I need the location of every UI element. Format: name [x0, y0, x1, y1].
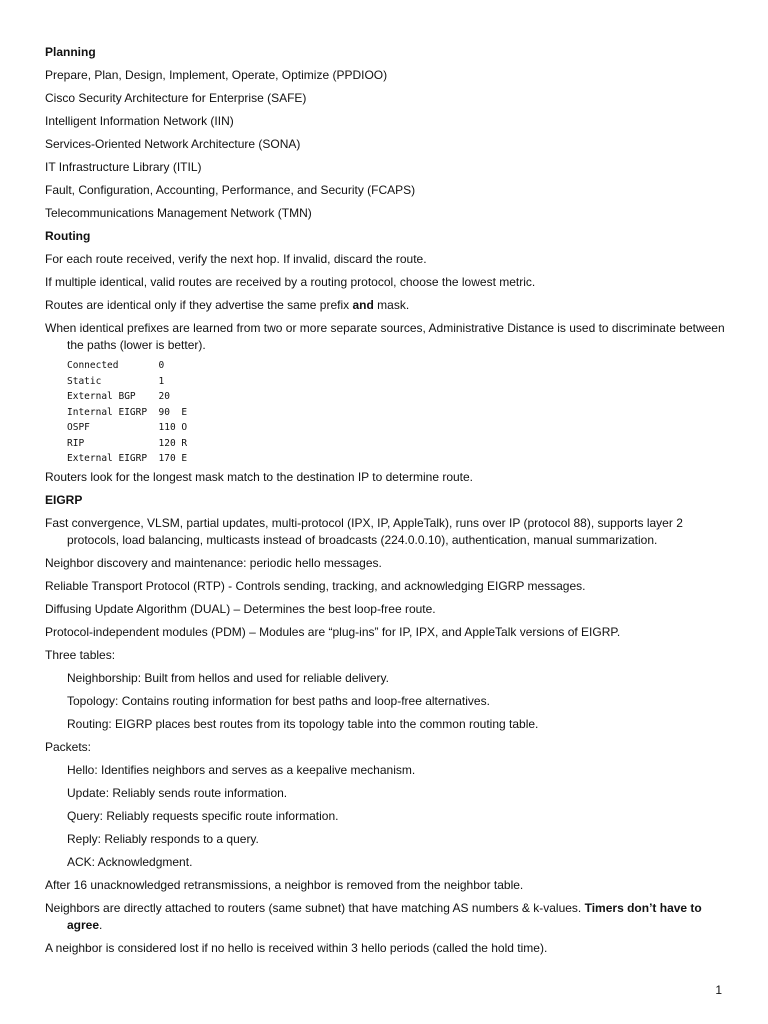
- packet-item: Hello: Identifies neighbors and serves as a keepalive mechanism.: [67, 762, 416, 777]
- eigrp-paragraph: [45, 900, 725, 934]
- planning-item: Prepare, Plan, Design, Implement, Operate, Optimize (PPDIOO): [45, 68, 388, 82]
- ad-row: External BGP 20: [67, 391, 170, 402]
- packet-item: Reply: Reliably responds to a query.: [67, 831, 259, 846]
- routing-paragraph: When identical prefixes are learned from two or more separate sources, Administrative Distance is used to discriminate between the paths (lower is better).: [45, 321, 725, 352]
- eigrp-paragraph: Neighbor discovery and maintenance: periodic hello messages.: [45, 555, 382, 570]
- eigrp-paragraph: After 16 unacknowledged retransmissions, a neighbor is removed from the neighbor table.: [45, 877, 524, 892]
- ad-row: Internal EIGRP 90 E: [67, 406, 188, 418]
- packet-item: Query: Reliably requests specific route information.: [67, 808, 339, 823]
- planning-item: IT Infrastructure Library (ITIL): [45, 160, 202, 174]
- planning-item: Cisco Security Architecture for Enterprise (SAFE): [45, 91, 307, 105]
- ad-row: Connected 0: [67, 360, 165, 371]
- planning-item: Telecommunications Management Network (TMN): [45, 206, 312, 220]
- routing-paragraph: For each route received, verify the next hop. If invalid, discard the route.: [45, 252, 427, 266]
- text-run: mask.: [373, 298, 410, 312]
- bold-text: Timers don’t have to agree: [67, 900, 702, 932]
- eigrp-heading: EIGRP: [45, 492, 83, 507]
- ad-row: Static 1: [67, 375, 165, 387]
- routing-paragraph: [45, 297, 725, 314]
- planning-heading: Planning: [45, 45, 96, 59]
- routing-paragraph: Routers look for the longest mask match to the destination IP to determine route.: [45, 469, 474, 484]
- ad-row: OSPF 110 O: [67, 422, 188, 433]
- table-item: Routing: EIGRP places best routes from its topology table into the common routing table.: [67, 716, 539, 731]
- planning-item: Fault, Configuration, Accounting, Performance, and Security (FCAPS): [45, 183, 416, 197]
- text-run: .: [99, 917, 103, 932]
- packets-label: Packets:: [45, 739, 92, 754]
- packet-item: ACK: Acknowledgment.: [67, 854, 193, 869]
- ad-row: RIP 120 R: [67, 437, 188, 449]
- text-run: Neighbors are directly attached to routers (same subnet) that have matching AS numbers & k-values.: [45, 900, 585, 915]
- planning-item: Services-Oriented Network Architecture (SONA): [45, 137, 301, 151]
- text-run: Routes are identical only if they advertise the same prefix: [45, 298, 353, 312]
- eigrp-paragraph: A neighbor is considered lost if no hello is received within 3 hello periods (called the hold time).: [45, 940, 548, 955]
- eigrp-paragraph: Reliable Transport Protocol (RTP) - Controls sending, tracking, and acknowledging EIGRP messages.: [45, 578, 586, 593]
- table-item: Topology: Contains routing information for best paths and loop-free alternatives.: [67, 693, 490, 708]
- ad-row: External EIGRP 170 E: [67, 453, 188, 464]
- routing-paragraph: If multiple identical, valid routes are received by a routing protocol, choose the lowest metric.: [45, 275, 536, 289]
- eigrp-paragraph: Protocol-independent modules (PDM) – Modules are “plug-ins” for IP, IPX, and AppleTalk versions of EIGRP.: [45, 624, 621, 639]
- table-item: Neighborship: Built from hellos and used for reliable delivery.: [67, 670, 389, 685]
- eigrp-paragraph: Fast convergence, VLSM, partial updates, multi-protocol (IPX, IP, AppleTalk), runs over IP (protocol 88), supports layer 2 protocols, load balancing, multicasts instead of broadcasts (224.0.0.10), authentication, manual summarization.: [45, 515, 683, 547]
- bold-text: and: [352, 298, 374, 312]
- document-page: [45, 44, 725, 963]
- routing-heading: Routing: [45, 229, 91, 243]
- admin-distance-table: [45, 358, 725, 467]
- eigrp-paragraph: Diffusing Update Algorithm (DUAL) – Determines the best loop-free route.: [45, 601, 436, 616]
- page-number: 1: [715, 983, 722, 997]
- tables-label: Three tables:: [45, 647, 116, 662]
- planning-item: Intelligent Information Network (IIN): [45, 114, 234, 128]
- packet-item: Update: Reliably sends route information.: [67, 785, 288, 800]
